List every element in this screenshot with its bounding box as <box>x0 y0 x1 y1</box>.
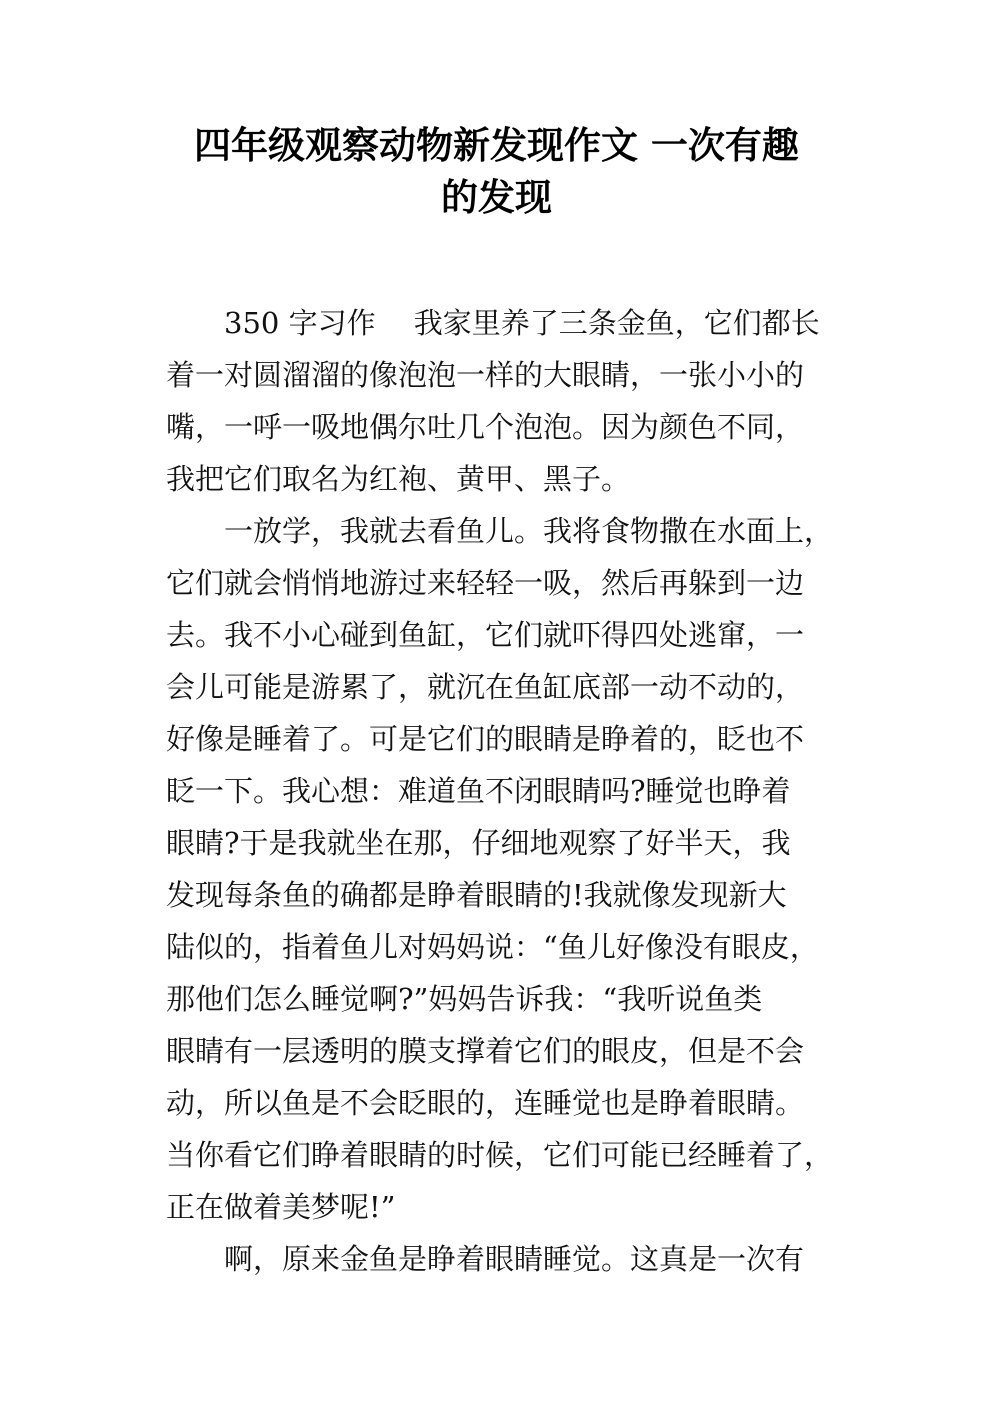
paragraph-line: 我把它们取名为红袍、黄甲、黑子。 <box>166 462 631 496</box>
title-line: 的发现 <box>441 176 552 219</box>
paragraph-line: 350 字习作 我家里养了三条金鱼，它们都长 <box>224 306 820 340</box>
paragraph-line: 发现每条鱼的确都是睁着眼睛的!我就像发现新大 <box>166 878 787 912</box>
paragraph-line: 啊，原来金鱼是睁着眼睛睡觉。这真是一次有 <box>224 1242 805 1276</box>
paragraph-1 <box>166 297 838 505</box>
paragraph-line: 着一对圆溜溜的像泡泡一样的大眼睛，一张小小的 <box>166 358 805 392</box>
document-title <box>160 118 833 222</box>
paragraph-line: 眨一下。我心想：难道鱼不闭眼睛吗?睡觉也睁着 <box>166 774 791 808</box>
paragraph-line: 动，所以鱼是不会眨眼的，连睡觉也是睁着眼睛。 <box>166 1086 805 1120</box>
paragraph-line: 嘴，一呼一吸地偶尔吐几个泡泡。因为颜色不同， <box>166 410 805 444</box>
paragraph-line: 陆似的，指着鱼儿对妈妈说：“鱼儿好像没有眼皮， <box>166 930 819 964</box>
paragraph-2 <box>166 505 838 1233</box>
title-line: 四年级观察动物新发现作文 一次有趣 <box>194 124 799 167</box>
paragraph-line: 那他们怎么睡觉啊?”妈妈告诉我：“我听说鱼类 <box>166 982 763 1016</box>
paragraph-line: 好像是睡着了。可是它们的眼睛是睁着的，眨也不 <box>166 722 805 756</box>
paragraph-line: 正在做着美梦呢!” <box>166 1190 396 1224</box>
paragraph-line: 去。我不小心碰到鱼缸，它们就吓得四处逃窜，一 <box>166 618 805 652</box>
document-body <box>166 297 838 1285</box>
paragraph-line: 它们就会悄悄地游过来轻轻一吸，然后再躲到一边 <box>166 566 805 600</box>
paragraph-line: 会儿可能是游累了，就沉在鱼缸底部一动不动的， <box>166 670 805 704</box>
paragraph-line: 一放学，我就去看鱼儿。我将食物撒在水面上， <box>224 514 834 548</box>
paragraph-line: 眼睛?于是我就坐在那，仔细地观察了好半天，我 <box>166 826 791 860</box>
paragraph-line: 当你看它们睁着眼睛的时候，它们可能已经睡着了， <box>166 1138 834 1172</box>
paragraph-3 <box>166 1233 838 1285</box>
paragraph-line: 眼睛有一层透明的膜支撑着它们的眼皮，但是不会 <box>166 1034 805 1068</box>
